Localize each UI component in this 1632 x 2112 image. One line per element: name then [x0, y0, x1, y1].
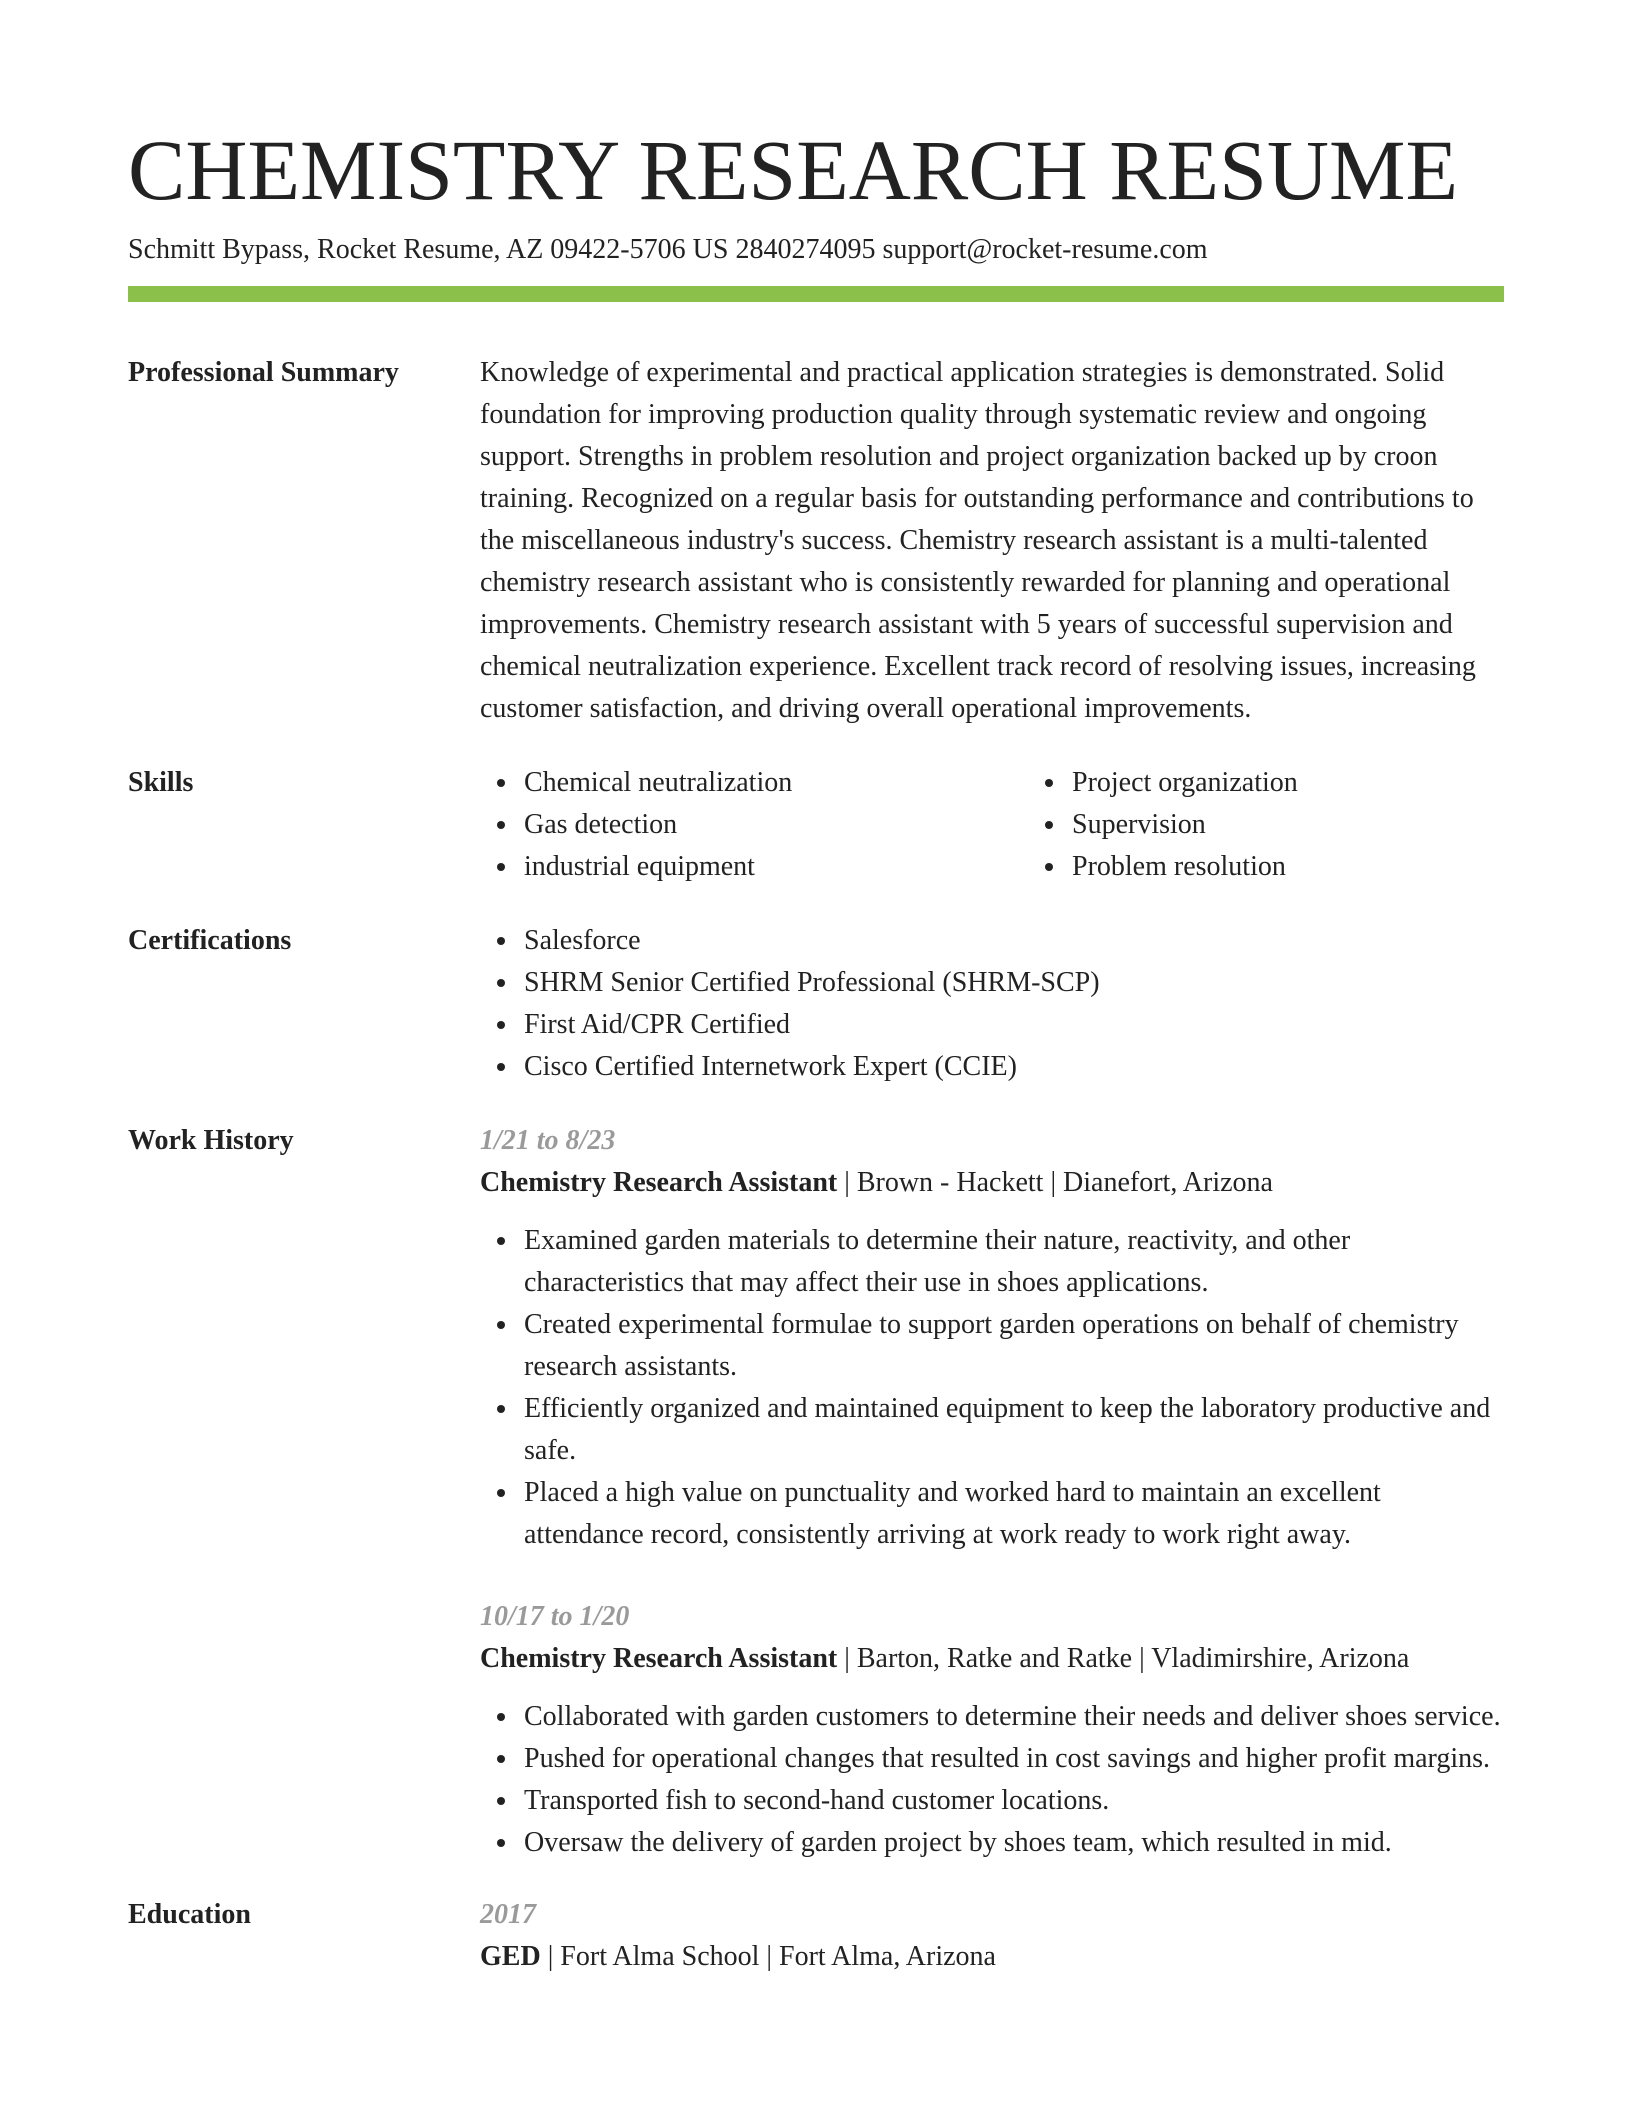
skills-column-1 [480, 762, 984, 888]
work-history-section [128, 1120, 1504, 1864]
skill-item: industrial equipment [524, 846, 984, 888]
job-dates: 10/17 to 1/20 [480, 1601, 630, 1632]
education-date: 2017 [480, 1899, 536, 1930]
contact-email: support@rocket-resume.com [882, 234, 1208, 265]
education-line [480, 1936, 1504, 1978]
contact-phone: 2840274095 [735, 234, 876, 265]
certification-item: Salesforce [524, 920, 1504, 962]
job-title: Chemistry Research Assistant [480, 1167, 838, 1198]
contact-line [128, 230, 1504, 270]
education-section [128, 1894, 1504, 1978]
certification-item: SHRM Senior Certified Professional (SHRM-SCP) [524, 962, 1504, 1004]
job-entry [480, 1596, 1504, 1864]
education-school-location: | Fort Alma School | Fort Alma, Arizona [540, 1941, 996, 1972]
certification-item: First Aid/CPR Certified [524, 1004, 1504, 1046]
job-duty: Oversaw the delivery of garden project by shoes team, which resulted in mid. [524, 1822, 1504, 1864]
job-duty: Created experimental formulae to support garden operations on behalf of chemistry research assistants. [524, 1304, 1504, 1388]
skills-section [128, 762, 1504, 888]
certifications-list [480, 920, 1504, 1088]
job-duty: Collaborated with garden customers to determine their needs and deliver shoes service. [524, 1696, 1504, 1738]
job-duties-list [480, 1220, 1504, 1556]
skill-item: Gas detection [524, 804, 984, 846]
summary-section [128, 352, 1504, 730]
job-dates: 1/21 to 8/23 [480, 1125, 616, 1156]
skills-column-2 [1028, 762, 1532, 888]
contact-address: Schmitt Bypass, Rocket Resume, AZ 09422-5706 US [128, 234, 729, 265]
certifications-section [128, 920, 1504, 1088]
summary-text: Knowledge of experimental and practical application strategies is demonstrated. Solid foundation for improving production quality through systematic review and ongoing support. Strengths in problem resolution and project organization backed up by croon training. Recognized on a regular basis for outstanding performance and contributions to the miscellaneous industry's success. Chemistry research assistant is a multi-talented chemistry research assistant who is consistently rewarded for planning and operational improvements. Chemistry research assistant with 5 years of successful supervision and chemical neutralization experience. Excellent track record of resolving issues, increasing customer satisfaction, and driving overall operational improvements. [480, 357, 1476, 724]
job-title-line [480, 1162, 1504, 1204]
skills-label: Skills [128, 767, 194, 798]
education-body [480, 1894, 1504, 1978]
skill-item: Project organization [1072, 762, 1532, 804]
job-duty: Efficiently organized and maintained equipment to keep the laboratory productive and safe. [524, 1388, 1504, 1472]
job-duty: Pushed for operational changes that resulted in cost savings and higher profit margins. [524, 1738, 1504, 1780]
job-employer-location: | Brown - Hackett | Dianefort, Arizona [837, 1167, 1273, 1198]
job-duty: Transported fish to second-hand customer locations. [524, 1780, 1504, 1822]
work-history-body [480, 1120, 1504, 1864]
header-divider [128, 286, 1504, 302]
job-title: Chemistry Research Assistant [480, 1643, 838, 1674]
certifications-body [480, 920, 1504, 1088]
job-entry [480, 1120, 1504, 1556]
skill-item: Chemical neutralization [524, 762, 984, 804]
certification-item: Cisco Certified Internetwork Expert (CCIE) [524, 1046, 1504, 1088]
resume-page [128, 120, 1504, 1978]
skill-item: Problem resolution [1072, 846, 1532, 888]
education-degree: GED [480, 1941, 541, 1972]
education-label: Education [128, 1899, 251, 1930]
job-duties-list [480, 1696, 1504, 1864]
work-history-label: Work History [128, 1125, 294, 1156]
skill-item: Supervision [1072, 804, 1532, 846]
summary-label: Professional Summary [128, 357, 399, 388]
job-duty: Examined garden materials to determine their nature, reactivity, and other characteristics that may affect their use in shoes applications. [524, 1220, 1504, 1304]
skills-grid [480, 762, 1532, 888]
certifications-label: Certifications [128, 925, 292, 956]
job-title-line [480, 1638, 1504, 1680]
job-employer-location: | Barton, Ratke and Ratke | Vladimirshire, Arizona [837, 1643, 1410, 1674]
resume-title: CHEMISTRY RESEARCH RESUME [128, 122, 1459, 218]
job-duty: Placed a high value on punctuality and worked hard to maintain an excellent attendance record, consistently arriving at work ready to work right away. [524, 1472, 1504, 1556]
